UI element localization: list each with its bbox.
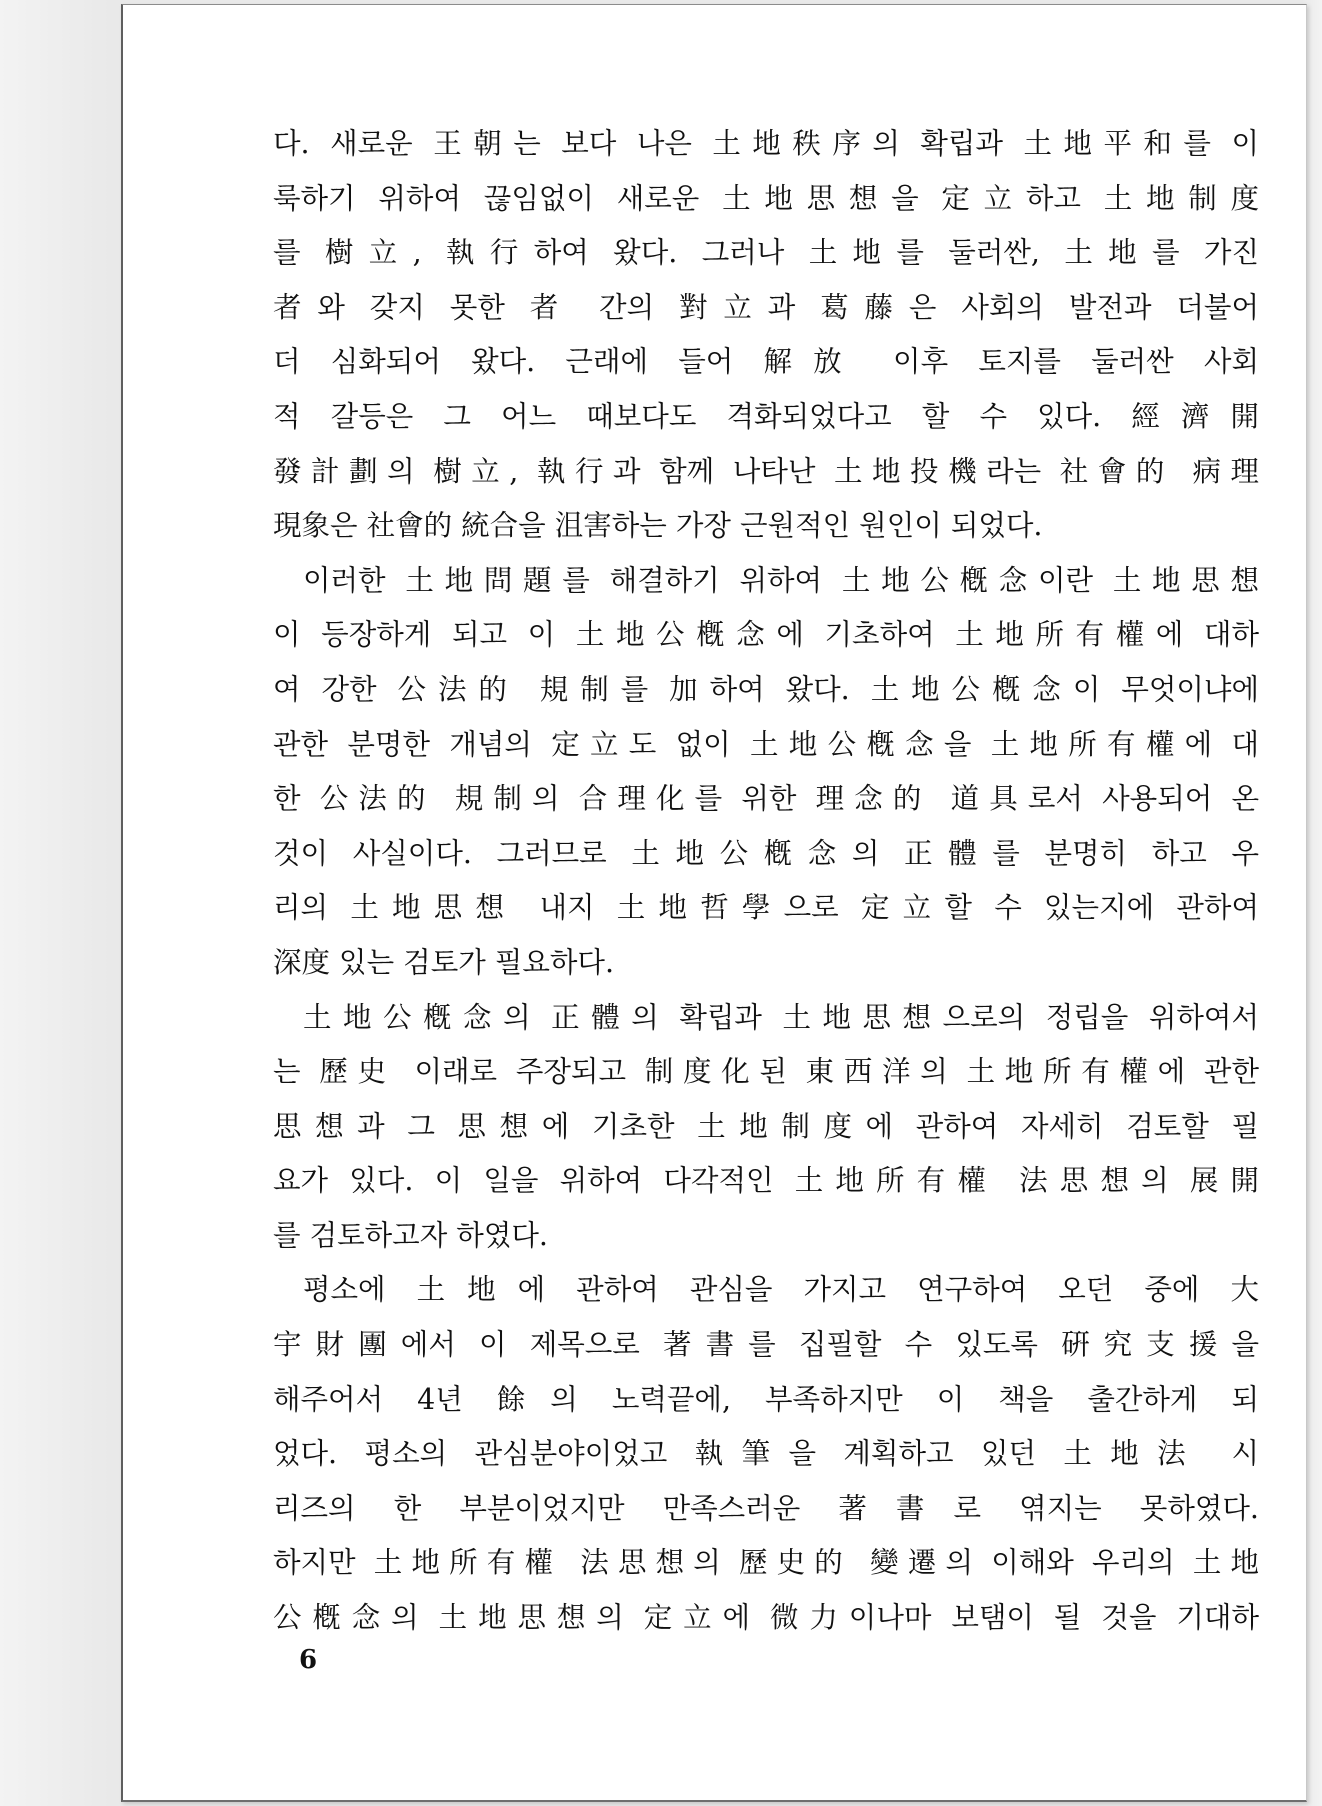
text-line: 한 公法的 規制의 合理化를 위한 理念的 道具로서 사용되어 온 (273, 782, 1259, 816)
text-line: 리의 土地思想 내지 土地哲學으로 定立할 수 있는지에 관하여 (273, 891, 1259, 925)
text-line: 發計劃의 樹立, 執行과 함께 나타난 土地投機라는 社會的 病理 (273, 454, 1259, 488)
text-line: 土地公槪念의 正體의 확립과 土地思想으로의 정립을 위하여서 (303, 1000, 1259, 1034)
page-number: 6 (299, 1645, 318, 1675)
text-line: 평소에 土地에 관하여 관심을 가지고 연구하여 오던 중에 大 (303, 1273, 1259, 1307)
text-line: 公槪念의 土地思想의 定立에 微力이나마 보탬이 될 것을 기대하 (273, 1601, 1259, 1635)
text-line: 요가 있다. 이 일을 위하여 다각적인 土地所有權 法思想의 展開 (273, 1164, 1259, 1198)
text-line: 이러한 土地問題를 해결하기 위하여 土地公槪念이란 土地思想 (303, 563, 1259, 597)
text-line: 관한 분명한 개념의 定立도 없이 土地公槪念을 土地所有權에 대 (273, 727, 1259, 761)
paragraph-3 (273, 991, 1259, 1264)
paragraph-4 (273, 1263, 1259, 1645)
text-line: 는 歷史 이래로 주장되고 制度化된 東西洋의 土地所有權에 관한 (273, 1055, 1259, 1089)
text-line: 었다. 평소의 관심분야이었고 執筆을 계획하고 있던 土地法 시 (273, 1437, 1259, 1471)
text-line: 하지만 土地所有權 法思想의 歷史的 變遷의 이해와 우리의 土地 (273, 1546, 1259, 1580)
text-line: 宇財團에서 이 제목으로 著書를 집필할 수 있도록 硏究支援을 (273, 1328, 1259, 1362)
text-line: 를 검토하고자 하였다. (273, 1218, 548, 1252)
text-line: 더 심화되어 왔다. 근래에 들어 解放 이후 토지를 둘러싼 사회 (273, 345, 1259, 379)
text-line: 를 樹立, 執行하여 왔다. 그러나 土地를 둘러싼, 土地를 가진 (273, 236, 1259, 270)
body-text (273, 117, 1259, 1646)
paragraph-1 (273, 117, 1259, 554)
text-line: 것이 사실이다. 그러므로 土地公槪念의 正體를 분명히 하고 우 (273, 836, 1259, 870)
text-line: 思想과 그 思想에 기초한 土地制度에 관하여 자세히 검토할 필 (273, 1109, 1259, 1143)
text-line: 다. 새로운 王朝는 보다 나은 土地秩序의 확립과 土地平和를 이 (273, 127, 1259, 160)
text-line: 리즈의 한 부분이었지만 만족스러운 著書로 엮지는 못하였다. (273, 1491, 1259, 1525)
text-line: 해주어서 4년 餘의 노력끝에, 부족하지만 이 책을 출간하게 되 (273, 1382, 1259, 1416)
text-line: 룩하기 위하여 끊임없이 새로운 土地思想을 定立하고 土地制度 (273, 181, 1259, 215)
text-line: 者와 갖지 못한 者 간의 對立과 葛藤은 사회의 발전과 더불어 (273, 290, 1259, 324)
text-line: 여 강한 公法的 規制를 加하여 왔다. 土地公槪念이 무엇이냐에 (273, 672, 1259, 706)
paragraph-2 (273, 554, 1259, 991)
book-page (121, 4, 1307, 1802)
text-line: 深度 있는 검토가 필요하다. (273, 945, 615, 979)
text-line: 現象은 社會的 統合을 沮害하는 가장 근원적인 원인이 되었다. (273, 509, 1043, 543)
text-line: 적 갈등은 그 어느 때보다도 격화되었다고 할 수 있다. 經濟開 (273, 399, 1259, 433)
text-line: 이 등장하게 되고 이 土地公槪念에 기초하여 土地所有權에 대하 (273, 618, 1259, 652)
